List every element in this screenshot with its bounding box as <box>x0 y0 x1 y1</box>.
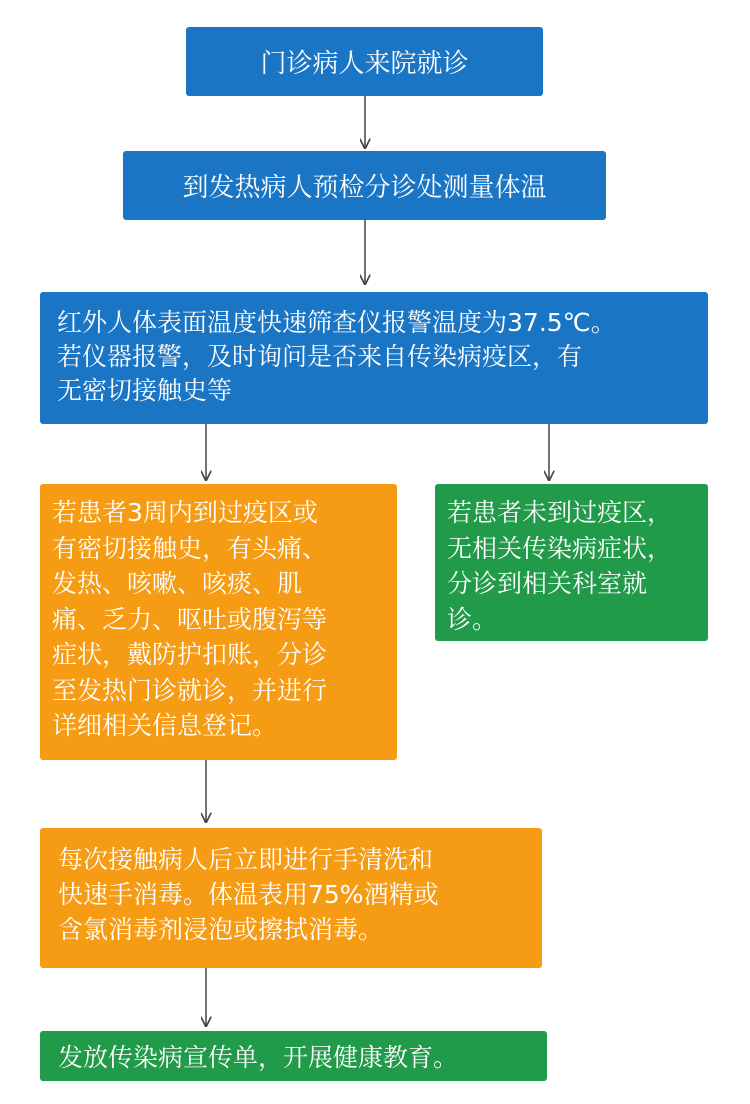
step3-box <box>40 292 708 424</box>
branch-right-label: 若患者未到过疫区， 无相关传染病症状， 分诊到相关科室就 诊。 <box>447 498 673 634</box>
step3-label: 红外人体表面温度快速筛查仪报警温度为37.5℃。 若仪器报警，及时询问是否来自传染病疫区，有 无密切接触史等 <box>57 308 616 405</box>
branch-right-box <box>435 484 708 641</box>
branch-left-box <box>40 484 397 760</box>
step5-box <box>40 828 542 968</box>
step1-box <box>186 27 543 96</box>
step1-label: 门诊病人来院就诊 <box>260 49 469 79</box>
step5-label: 每次接触病人后立即进行手清洗和 快速手消毒。体温表用75%酒精或 含氯消毒剂浸泡或擦拭消毒。 <box>58 845 439 944</box>
branch-left-label: 若患者3周内到过疫区或 有密切接触史，有头痛、 发热、咳嗽、咳痰、肌 痛、乏力、呕吐或腹泻等 症状，戴防护扣账，分诊 至发热门诊就诊，并进行 详细相关信息登记。 <box>52 498 328 740</box>
step2-box <box>123 151 606 220</box>
step6-label: 发放传染病宣传单，开展健康教育。 <box>58 1043 459 1072</box>
step2-label: 到发热病人预检分诊处测量体温 <box>182 173 547 203</box>
step6-box <box>40 1031 547 1081</box>
